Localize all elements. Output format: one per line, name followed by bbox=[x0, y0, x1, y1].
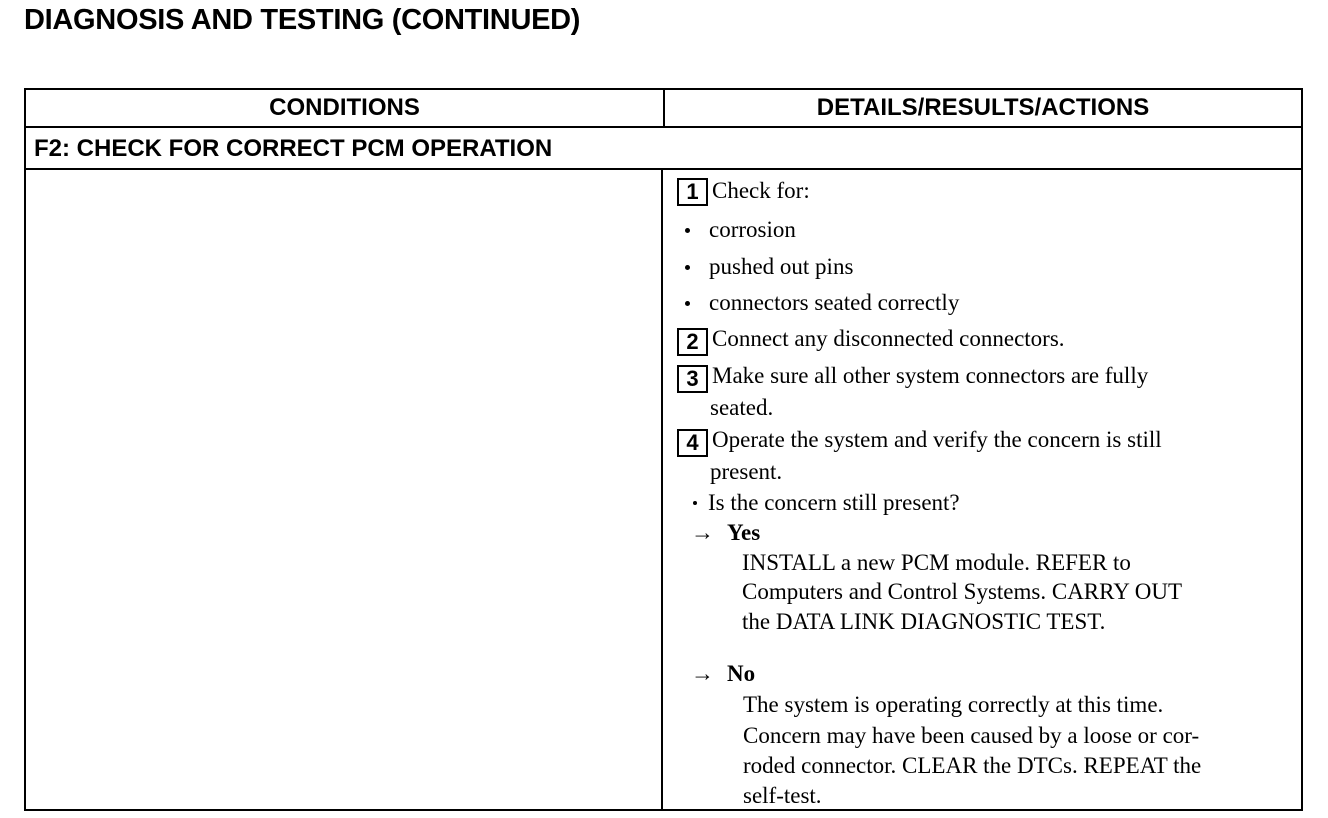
step-text-3: Make sure all other system connectors are fully bbox=[712, 363, 1149, 388]
details-header: DETAILS/RESULTS/ACTIONS bbox=[816, 94, 1150, 121]
question-text: Is the concern still present? bbox=[708, 490, 960, 515]
conditions-header: CONDITIONS bbox=[269, 94, 420, 121]
section-title: F2: CHECK FOR CORRECT PCM OPERATION bbox=[34, 135, 553, 162]
step-number-4: 4 bbox=[677, 429, 708, 457]
arrow-icon: → bbox=[691, 661, 714, 686]
arrow-icon: → bbox=[691, 520, 714, 545]
check-item-corrosion: corrosion bbox=[709, 217, 796, 242]
bullet-icon bbox=[685, 228, 690, 233]
answer-yes-line-3: the DATA LINK DIAGNOSTIC TEST. bbox=[742, 609, 1106, 634]
step-text-2: Connect any disconnected connectors. bbox=[712, 326, 1065, 351]
step-number-1: 1 bbox=[677, 178, 708, 206]
page-title: DIAGNOSIS AND TESTING (CONTINUED) bbox=[24, 4, 581, 36]
answer-no-line-1: The system is operating correctly at this time. bbox=[743, 692, 1164, 717]
check-item-connectors-seated: connectors seated correctly bbox=[709, 290, 960, 315]
conditions-cell bbox=[26, 170, 661, 809]
bullet-icon bbox=[685, 301, 690, 306]
answer-yes-line-2: Computers and Control Systems. CARRY OUT bbox=[742, 579, 1182, 604]
answer-no-line-4: self-test. bbox=[743, 783, 822, 808]
answer-no-label: No bbox=[727, 661, 756, 686]
body-column-divider bbox=[661, 168, 663, 809]
step-text-1: Check for: bbox=[712, 178, 810, 203]
answer-yes-line-1: INSTALL a new PCM module. REFER to bbox=[742, 550, 1131, 575]
answer-no-line-2: Concern may have been caused by a loose or cor- bbox=[743, 723, 1200, 748]
step-text-4-continued: present. bbox=[710, 459, 783, 484]
answer-no-line-3: roded connector. CLEAR the DTCs. REPEAT the bbox=[743, 753, 1202, 778]
bullet-icon bbox=[693, 501, 697, 505]
step-text-4: Operate the system and verify the concern is still bbox=[712, 427, 1162, 452]
diagnosis-table bbox=[24, 88, 1303, 811]
check-item-pushed-out-pins: pushed out pins bbox=[709, 254, 854, 279]
step-number-3: 3 bbox=[677, 365, 708, 393]
step-number-2: 2 bbox=[677, 328, 708, 356]
answer-yes-label: Yes bbox=[727, 520, 761, 545]
step-text-3-continued: seated. bbox=[710, 395, 774, 420]
bullet-icon bbox=[685, 265, 690, 270]
